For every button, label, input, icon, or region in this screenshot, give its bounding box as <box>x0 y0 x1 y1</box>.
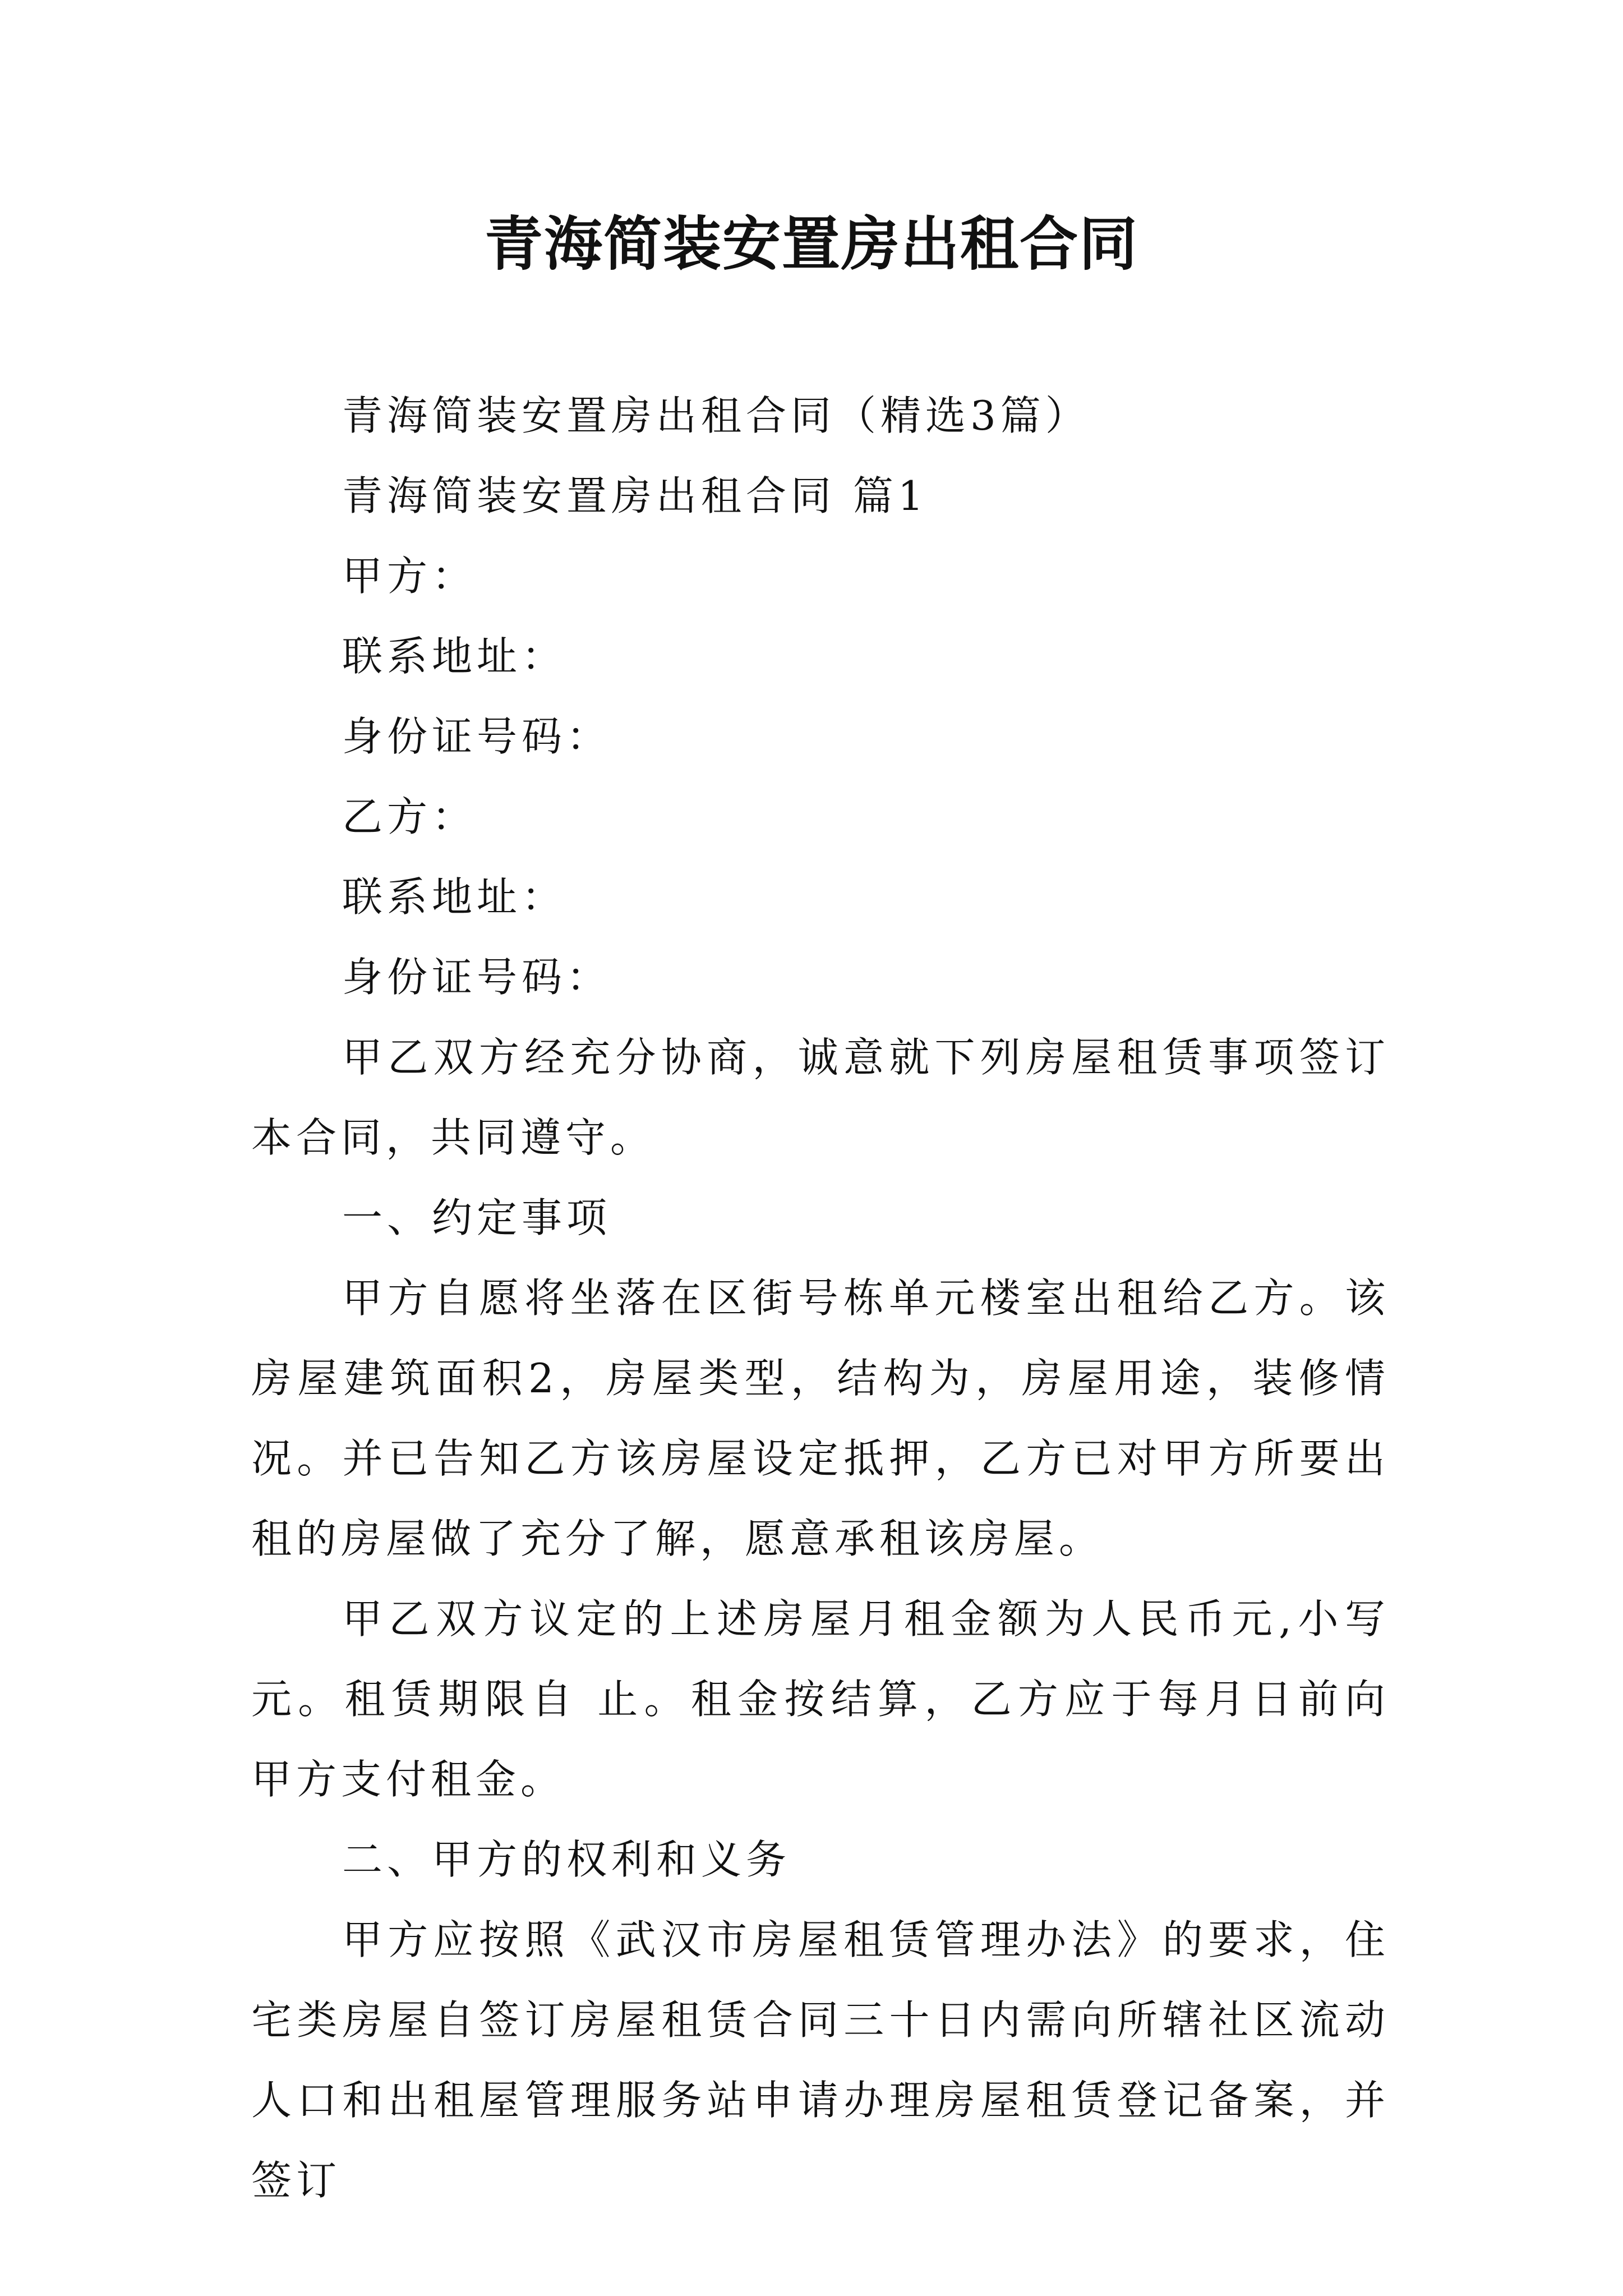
document-body <box>251 376 1390 2221</box>
paragraph-rent-terms: 甲乙双方议定的上述房屋月租金额为人民币元,小写元。租赁期限自 止。租金按结算，乙方应于每月日前向甲方支付租金。 <box>251 1595 1390 1803</box>
party-b-address-label: 联系地址： <box>342 873 567 921</box>
party-a-address-label: 联系地址： <box>342 633 567 680</box>
paragraph-heading-selected: 青海简装安置房出租合同（精选3篇） <box>342 392 1090 439</box>
section-heading-party-a-rights: 二、甲方的权利和义务 <box>342 1836 791 1883</box>
paragraph-registration: 甲方应按照《武汉市房屋租赁管理办法》的要求，住宅类房屋自签订房屋租赁合同三十日内需向所辖社区流动人口和出租屋管理服务站申请办理房屋租赁登记备案，并签订 <box>251 1916 1390 2204</box>
document-title: 青海简装安置房出租合同 <box>484 209 1138 278</box>
paragraph-section-heading: 青海简装安置房出租合同 篇1 <box>342 472 928 519</box>
section-heading-agreed-matters: 一、约定事项 <box>342 1194 612 1241</box>
paragraph-intro: 甲乙双方经充分协商，诚意就下列房屋租赁事项签订本合同，共同遵守。 <box>251 1034 1390 1161</box>
party-a-id-label: 身份证号码： <box>342 713 612 760</box>
paragraph-property-description: 甲方自愿将坐落在区街号栋单元楼室出租给乙方。该房屋建筑面积2，房屋类型，结构为，房屋用途，装修情况。并已告知乙方该房屋设定抵押，乙方已对甲方所要出租的房屋做了充分了解，愿意承租该房屋。 <box>251 1274 1390 1562</box>
party-b-id-label: 身份证号码： <box>342 954 612 1001</box>
party-a-label: 甲方： <box>342 553 477 600</box>
party-b-label: 乙方： <box>342 793 477 840</box>
